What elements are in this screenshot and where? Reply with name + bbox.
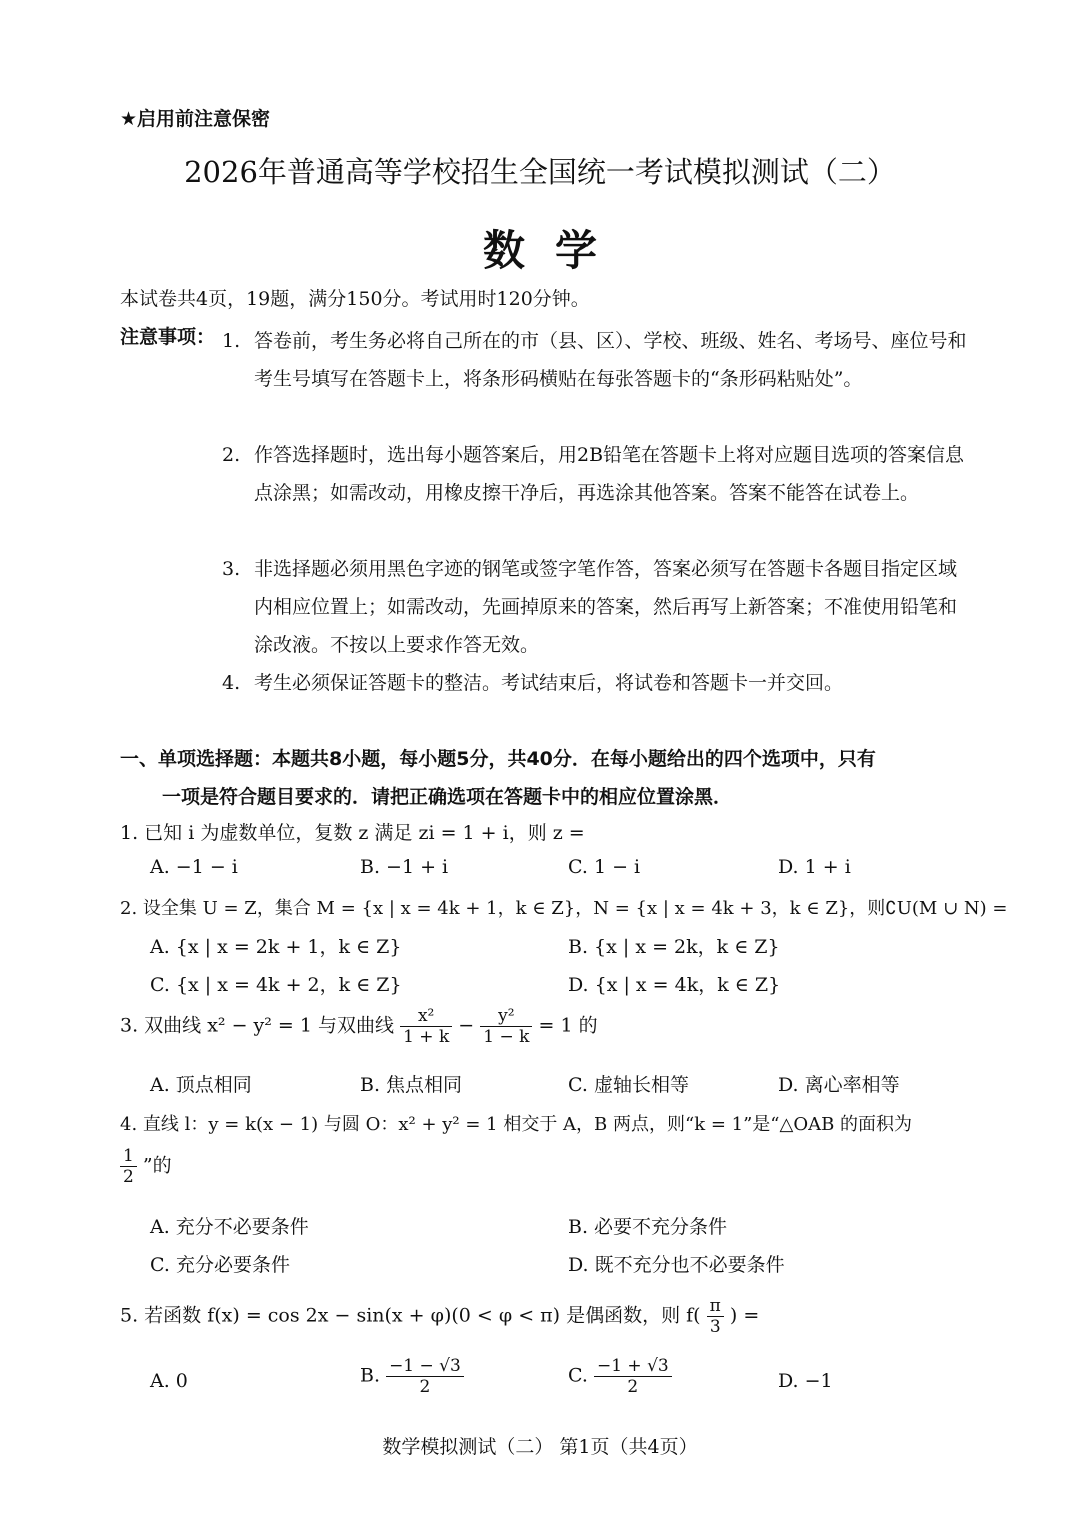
note-text: 作答选择题时，选出每小题答案后，用2B铅笔在答题卡上将对应题目选项的答案信息点涂黑；如需改动，用橡皮擦干净后，再选涂其他答案。答案不能答在试卷上。 [254,444,965,504]
question-5-option-d: D. −1 [778,1370,833,1392]
fraction-numerator: π [707,1296,724,1317]
question-1-option-c: C. 1 − i [568,856,641,878]
fraction-numerator: y² [480,1006,532,1027]
page-footer: 数学模拟测试（二） 第1页（共4页） [382,1436,698,1458]
question-5-stem-end: ) = [729,1304,760,1327]
question-3-option-d: D. 离心率相等 [778,1074,900,1096]
note-number: 3. [222,558,241,580]
fraction-denominator: 3 [709,1317,721,1337]
question-1-option-d: D. 1 + i [778,856,851,878]
fraction-numerator: x² [400,1006,452,1027]
note-text: 考生必须保证答题卡的整洁。考试结束后，将试卷和答题卡一并交回。 [254,672,844,694]
fraction-denominator: 2 [419,1377,431,1397]
question-3-option-c: C. 虚轴长相等 [568,1074,689,1096]
fraction [594,1356,672,1397]
question-3-stem-end: = 1 的 [538,1014,598,1037]
question-2-option-a: A. {x | x = 2k + 1，k ∈ Z} [150,936,402,958]
fraction-denominator: 2 [627,1377,639,1397]
note-item [222,436,972,512]
question-2-stem: 2. 设全集 U = Z，集合 M = {x | x = 4k + 1，k ∈ Z}，N = {x | x = 4k + 3，k ∈ Z}，则∁U(M ∪ N) = [120,898,1008,919]
question-5-option-a: A. 0 [150,1370,188,1392]
question-5-stem [120,1296,759,1337]
question-4-stem-cont [120,1146,172,1187]
question-2-option-c: C. {x | x = 4k + 2，k ∈ Z} [150,974,402,996]
note-item [222,322,972,398]
question-2-option-b: B. {x | x = 2k，k ∈ Z} [568,936,780,958]
question-5-option-c [568,1356,672,1397]
question-1-option-b: B. −1 + i [360,856,449,878]
question-3-stem-start: 3. 双曲线 x² − y² = 1 与双曲线 [120,1014,395,1037]
fraction-numerator: −1 + √3 [594,1356,672,1377]
note-number: 1. [222,330,241,352]
section-heading-line2: 一项是符合题目要求的．请把正确选项在答题卡中的相应位置涂黑． [162,786,733,808]
note-item [222,664,972,702]
fraction [120,1146,137,1187]
question-3-option-b: B. 焦点相同 [360,1074,463,1096]
question-4-stem-end: ”的 [142,1154,172,1177]
notes-label: 注意事项： [120,326,216,348]
section-heading [120,740,972,816]
fraction-denominator: 1 − k [483,1027,530,1047]
note-text: 非选择题必须用黑色字迹的钢笔或签字笔作答，答案必须写在答题卡各题目指定区域内相应位置上；如需改动，先画掉原来的答案，然后再写上新答案；不准使用铅笔和涂改液。不按以上要求作答无效。 [254,558,958,656]
fraction [707,1296,724,1337]
question-5-stem-start: 5. 若函数 f(x) = cos 2x − sin(x + φ)(0 < φ < π) 是偶函数，则 f( [120,1304,701,1327]
note-text: 答卷前，考生务必将自己所在的市（县、区）、学校、班级、姓名、考场号、座位号和考生号填写在答题卡上，将条形码横贴在每张答题卡的“条形码粘贴处”。 [254,330,967,390]
note-number: 4. [222,672,241,694]
question-4-option-c: C. 充分必要条件 [150,1254,290,1276]
question-3-stem [120,1006,598,1047]
question-2-option-d: D. {x | x = 4k，k ∈ Z} [568,974,781,996]
exam-intro: 本试卷共4页，19题，满分150分。考试用时120分钟。 [120,288,590,310]
fraction-numerator: −1 − √3 [386,1356,464,1377]
fraction [386,1356,464,1397]
section-heading-line1: 一、单项选择题：本题共8小题，每小题5分，共40分．在每小题给出的四个选项中，只有 [120,748,876,770]
question-4-option-b: B. 必要不充分条件 [568,1216,728,1238]
question-1-stem: 1. 已知 i 为虚数单位，复数 z 满足 zi = 1 + i，则 z = [120,822,585,844]
option-label: B. [360,1364,381,1387]
fraction-numerator: 1 [120,1146,137,1167]
note-item [222,550,972,664]
fraction [480,1006,532,1047]
option-label: C. [568,1364,588,1387]
question-5-option-b [360,1356,464,1397]
minus-sign: − [458,1014,475,1037]
fraction-denominator: 1 + k [403,1027,450,1047]
question-4-stem: 4. 直线 l：y = k(x − 1) 与圆 O：x² + y² = 1 相交于 A，B 两点，则“k = 1”是“△OAB 的面积为 [120,1114,913,1135]
fraction-denominator: 2 [123,1167,134,1187]
note-number: 2. [222,444,241,466]
question-4-option-a: A. 充分不必要条件 [150,1216,309,1238]
question-3-option-a: A. 顶点相同 [150,1074,252,1096]
fraction [400,1006,452,1047]
question-1-option-a: A. −1 − i [150,856,238,878]
subject-title: 数学 [482,226,627,275]
confidential-notice: ★启用前注意保密 [120,108,271,130]
question-4-option-d: D. 既不充分也不必要条件 [568,1254,785,1276]
exam-title: 2026年普通高等学校招生全国统一考试模拟测试（二） [184,155,896,189]
